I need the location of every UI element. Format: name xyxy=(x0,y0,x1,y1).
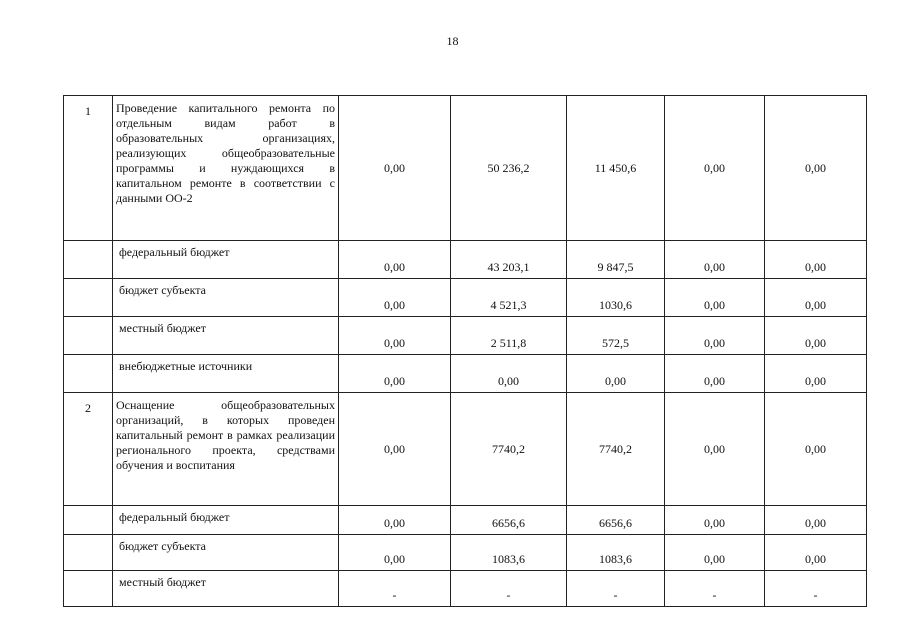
row-number xyxy=(64,317,113,355)
row-description: Оснащение общеобразовательных организаций, в которых проведен капитальный ремонт в рамках реализации регионального проекта, средствами обучения и воспитания xyxy=(113,393,339,506)
value-cell: 0,00 xyxy=(765,535,867,571)
value-cell: 572,5 xyxy=(567,317,665,355)
row-description: бюджет субъекта xyxy=(113,279,339,317)
value-cell: 0,00 xyxy=(665,317,765,355)
value-cell: 0,00 xyxy=(765,355,867,393)
table-row xyxy=(64,355,867,393)
value-cell: 0,00 xyxy=(665,279,765,317)
value-cell: 9 847,5 xyxy=(567,241,665,279)
value-cell: 0,00 xyxy=(339,355,451,393)
row-number xyxy=(64,506,113,535)
value-cell: 0,00 xyxy=(567,355,665,393)
row-number: 1 xyxy=(64,96,113,241)
value-cell: 1083,6 xyxy=(567,535,665,571)
value-cell: 0,00 xyxy=(665,96,765,241)
value-cell: 0,00 xyxy=(451,355,567,393)
value-cell: - xyxy=(765,571,867,607)
row-number xyxy=(64,279,113,317)
table-row xyxy=(64,279,867,317)
value-cell: 4 521,3 xyxy=(451,279,567,317)
value-cell: 0,00 xyxy=(665,355,765,393)
value-cell: 0,00 xyxy=(665,241,765,279)
value-cell: 0,00 xyxy=(765,241,867,279)
value-cell: 0,00 xyxy=(765,506,867,535)
value-cell: 0,00 xyxy=(765,279,867,317)
row-description: федеральный бюджет xyxy=(113,241,339,279)
value-cell: 0,00 xyxy=(339,241,451,279)
value-cell: - xyxy=(339,571,451,607)
value-cell: 43 203,1 xyxy=(451,241,567,279)
row-number xyxy=(64,241,113,279)
value-cell: 0,00 xyxy=(339,506,451,535)
table-row xyxy=(64,96,867,241)
value-cell: 0,00 xyxy=(339,96,451,241)
value-cell: 0,00 xyxy=(665,535,765,571)
value-cell: 0,00 xyxy=(765,96,867,241)
row-number: 2 xyxy=(64,393,113,506)
value-cell: 0,00 xyxy=(665,393,765,506)
row-description: федеральный бюджет xyxy=(113,506,339,535)
row-description: бюджет субъекта xyxy=(113,535,339,571)
row-number xyxy=(64,571,113,607)
row-number xyxy=(64,535,113,571)
row-description: местный бюджет xyxy=(113,571,339,607)
value-cell: 2 511,8 xyxy=(451,317,567,355)
value-cell: 7740,2 xyxy=(451,393,567,506)
value-cell: 50 236,2 xyxy=(451,96,567,241)
table-row xyxy=(64,393,867,506)
table-row xyxy=(64,506,867,535)
row-number xyxy=(64,355,113,393)
value-cell: 1030,6 xyxy=(567,279,665,317)
page-number: 18 xyxy=(446,34,459,48)
value-cell: 1083,6 xyxy=(451,535,567,571)
table-row xyxy=(64,317,867,355)
value-cell: 0,00 xyxy=(765,393,867,506)
row-description: местный бюджет xyxy=(113,317,339,355)
value-cell: - xyxy=(567,571,665,607)
value-cell: 7740,2 xyxy=(567,393,665,506)
value-cell: 11 450,6 xyxy=(567,96,665,241)
value-cell: 6656,6 xyxy=(567,506,665,535)
value-cell: - xyxy=(451,571,567,607)
budget-table xyxy=(63,95,867,607)
row-description: внебюджетные источники xyxy=(113,355,339,393)
value-cell: - xyxy=(665,571,765,607)
value-cell: 0,00 xyxy=(339,279,451,317)
value-cell: 0,00 xyxy=(339,317,451,355)
value-cell: 6656,6 xyxy=(451,506,567,535)
table-row xyxy=(64,535,867,571)
table-row xyxy=(64,241,867,279)
value-cell: 0,00 xyxy=(665,506,765,535)
value-cell: 0,00 xyxy=(339,393,451,506)
value-cell: 0,00 xyxy=(339,535,451,571)
table-row xyxy=(64,571,867,607)
row-description: Проведение капитального ремонта по отдельным видам работ в образовательных организациях, реализующих общеобразовательные программы и нуждающихся в капитальном ремонте в соответствии с данными ОО-2 xyxy=(113,96,339,241)
value-cell: 0,00 xyxy=(765,317,867,355)
